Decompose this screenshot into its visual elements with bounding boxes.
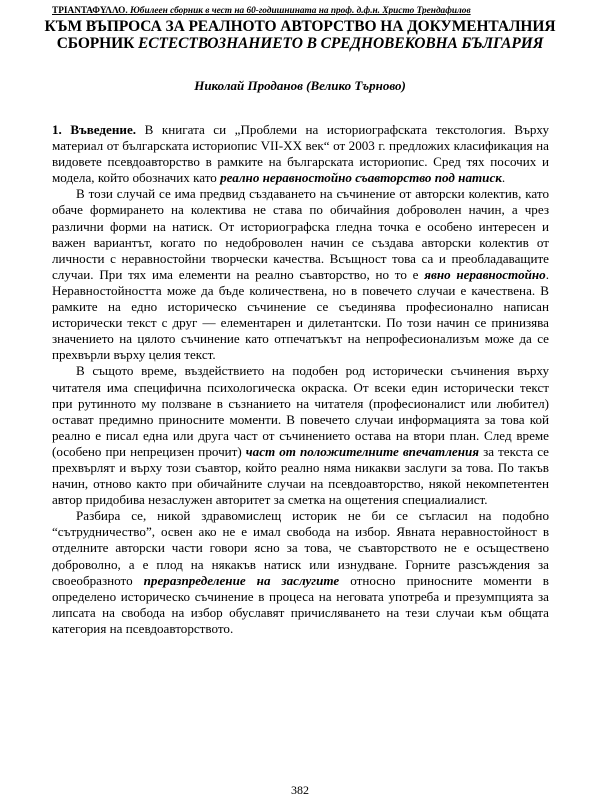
page-number: 382: [291, 783, 309, 797]
title-line-2-plain: СБОРНИК: [56, 35, 138, 52]
paragraph-4-emphasis: преразпределение на заслугите: [143, 572, 340, 588]
running-head-subtitle: Юбилеен сборник в чест на 60-годишнината на проф. д.ф.н. Христо Трендафилов: [127, 6, 471, 16]
paragraph-1-text-b: .: [501, 170, 506, 186]
paragraph-1: [52, 122, 549, 186]
article-author: Николай Проданов (Велико Търново): [194, 78, 406, 93]
paragraph-3: [52, 363, 549, 508]
paragraph-2-emphasis: явно неравностойно: [424, 266, 546, 282]
section-heading: Въведение.: [70, 122, 137, 137]
paragraph-3-text-b: за текста се прехвърлят и върху този съавтор, който реално няма никакви заслуги за това. По такъв начин, отново както при обичайните случаи на псевдоавторство, някой некомпетентен автор придобива незаслужен авторитет за сметка на ощетения специалиалист.: [52, 443, 549, 508]
paragraph-2-text-a: В този случай се има предвид създаването на съчинение от авторски колектив, като обаче формирането на колектива не става по обичайния доброволен начин, а чрез различни форми на натиск. От историографска гледна точка е особено интересен и важен вариантът, когато по недоброволен начин се създава авторски колектив от личности с неравностойни творчески качества. Всъщност това са и преобладаващите случаи. При тях има елементи на реално съавторство, но то е: [52, 186, 549, 282]
running-head-journal: ΤΡΙΑΝΤΑΦΥΛΛΟ.: [52, 6, 128, 16]
article-body: [52, 122, 549, 637]
paragraph-1-emphasis: реално неравностойно съавторство под натиск: [220, 170, 502, 186]
running-head: [52, 6, 552, 17]
paragraph-4-text-a: Разбира се, никой здравомислещ историк не би се съгласил на подобно “сътрудничество”, освен ако не е имал свобода на избор. Явната неравностойност в отделните авторски части говори ясно за това, че съавторството не е осъществено доброволно, а е плод на някакъв натиск или изнудване. Горните разсъждения за своеобразното: [52, 508, 549, 588]
paragraph-2-text-b: . Неравностойността може да бъде количествена, но в повечето случаи е качествена. В рамките на едно историческо съчинение се съединява професионално написан исторически текст с друг — елементарен и дилетантски. По този начин се принизява значението на цялото съчинение като отпечатъкът на непрофесионализъм може да се прехвърли върху целия текст.: [52, 266, 549, 363]
title-line-1: КЪМ ВЪПРОСА ЗА РЕАЛНОТО АВТОРСТВО НА ДОКУМЕНТАЛНИЯ: [44, 18, 556, 35]
title-line-2-italic: ЕСТЕСТВОЗНАНИЕТО В СРЕДНОВЕКОВНА БЪЛГАРИЯ: [138, 35, 544, 52]
paragraph-3-emphasis: част от положителните впечатления: [245, 443, 480, 459]
article-title: [20, 18, 580, 52]
paragraph-3-text-a: В същото време, въздействието на подобен род исторически съчинения върху читателя има специфична психологическа окраска. От всеки един исторически текст при рутинното му ползване в съзнанието на читателя (професионалист или любител) остават предимно приносните моменти. В повечето случаи информацията за това кой реално е писал една или друга част от съчинението остава на втори план. След време (особено при непрецизен прочит): [52, 363, 549, 459]
section-number: 1.: [52, 122, 71, 137]
title-line-2: [20, 35, 580, 52]
paragraph-1-text-a: В книгата си „Проблеми на историографската текстология. Върху материал от българската историопис VII-XX век“ от 2003 г. предложих класификация на видовете псевдоавторство в рамките на българската историопис. Сред тях посочих и модела, който обозначих като: [52, 122, 549, 186]
paragraph-4: [52, 508, 549, 637]
paragraph-2: [52, 186, 549, 363]
paragraph-4-text-b: относно приносните моменти в определено историческо съчинение в процеса на неговата употреба и презумпцията за липсата на свобода на избор обуславят причисляването на тези случаи към общата категория на псевдоавторството.: [52, 572, 549, 636]
